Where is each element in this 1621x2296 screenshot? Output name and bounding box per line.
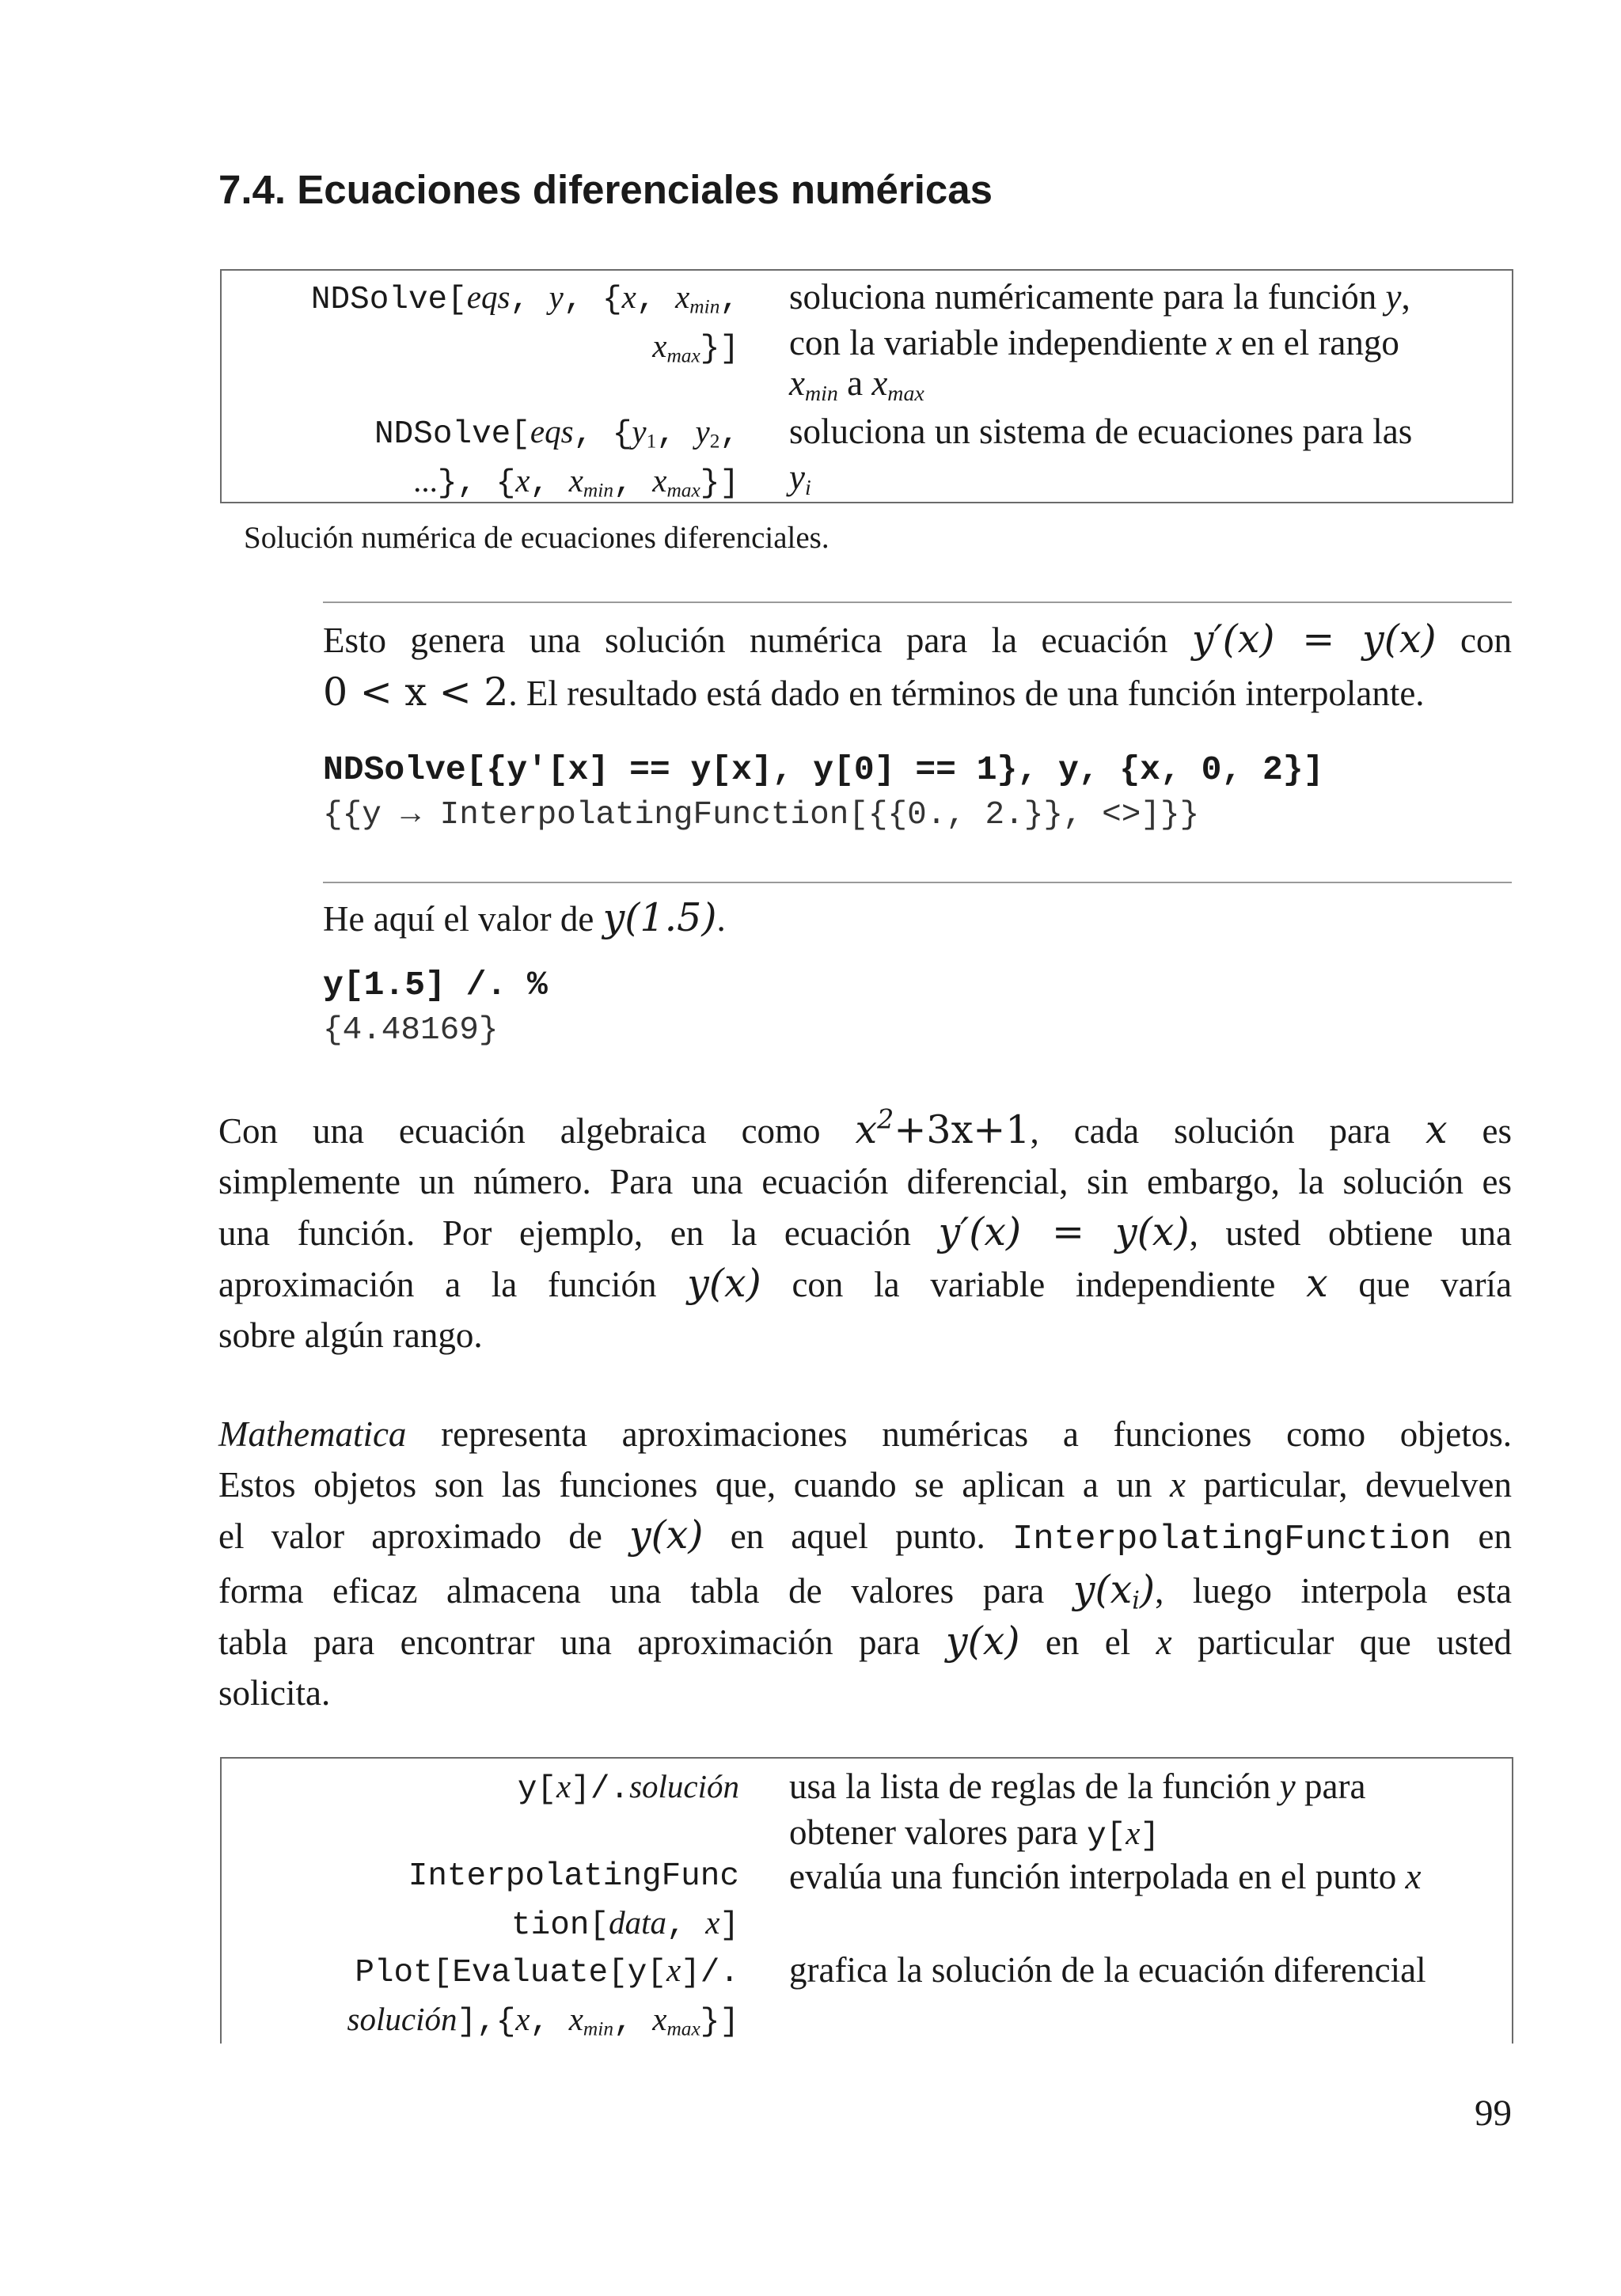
example2-input: y[1.5] /. % <box>323 966 548 1004</box>
table1-row2-code: NDSolve[eqs, {$y_1$, $y_2$, ...}, {x, $x_{min}$, $x_{max}$}] <box>374 413 739 502</box>
table2-row3-code: Plot[Evaluate[y[x]/. solución],{x, $x_{min}$, $x_{max}$}] <box>347 1952 739 2040</box>
page-number: 99 <box>1475 2093 1512 2134</box>
table1-row2-description: soluciona un sistema de ecuaciones para las $y_i$ <box>789 412 1413 500</box>
table2-row2-description: evalúa una función interpolada en el punto x <box>789 1857 1422 1896</box>
example2-text: He aquí el valor de y(1.5). <box>323 895 726 940</box>
paragraph-1: Con una ecuación algebraica como $x^2+3x+1$, cada solución para x es simplemente un número. Para una ecuación diferencial, sin embargo, la solución es una función. Por ejemplo, en la ecuación y′(x) = y(x), usted obtiene una aproximación a la función y(x) con la variable independiente x que varía sobre algún rango. <box>218 1103 1513 1355</box>
section-title: 7.4. Ecuaciones diferenciales numéricas <box>218 167 993 212</box>
example2-output: {4.48169} <box>323 1012 499 1049</box>
table2-row1-description: usa la lista de reglas de la función y para obtener valores para y[x] <box>789 1767 1366 1854</box>
table1-row1-description: soluciona numéricamente para la función y, con la variable independiente x en el rango $x_{min}$ a $x_{max}$ <box>789 277 1410 406</box>
table2-row2-code: InterpolatingFunc tion[data, x] <box>408 1858 739 1944</box>
example1-input: NDSolve[{y'[x] == y[x], y[0] == 1}, y, {x, 0, 2}] <box>323 750 1324 789</box>
example1-text: Esto genera una solución numérica para la ecuación y′(x) = y(x) con 0 < x < 2. El resultado está dado en términos de una función interpolante. <box>323 617 1513 715</box>
example1-output: {{y → InterpolatingFunction[{{0., 2.}}, <>]}} <box>323 797 1200 833</box>
divider-example2 <box>323 882 1512 883</box>
table1-caption: Solución numérica de ecuaciones diferenciales. <box>244 521 829 555</box>
table1-row1-code: NDSolve[eqs, y, {x, $x_{min}$, $x_{max}$}] <box>310 279 739 367</box>
divider-example1 <box>323 602 1512 603</box>
table2-row1-code: y[x]/.solución <box>517 1768 739 1808</box>
table2-row3-description: grafica la solución de la ecuación diferencial <box>789 1950 1426 1990</box>
paragraph-2: Mathematica representa aproximaciones numéricas a funciones como objetos. Estos objetos son las funciones que, cuando se aplican a un x particular, devuelven el valor aproximado de y(x) en aquel punto. InterpolatingFunction en forma eficaz almacena una tabla de valores para $y(x_i)$, luego interpola esta tabla para encontrar una aproximación para y(x) en el x particular que usted solicita. <box>218 1414 1513 1713</box>
